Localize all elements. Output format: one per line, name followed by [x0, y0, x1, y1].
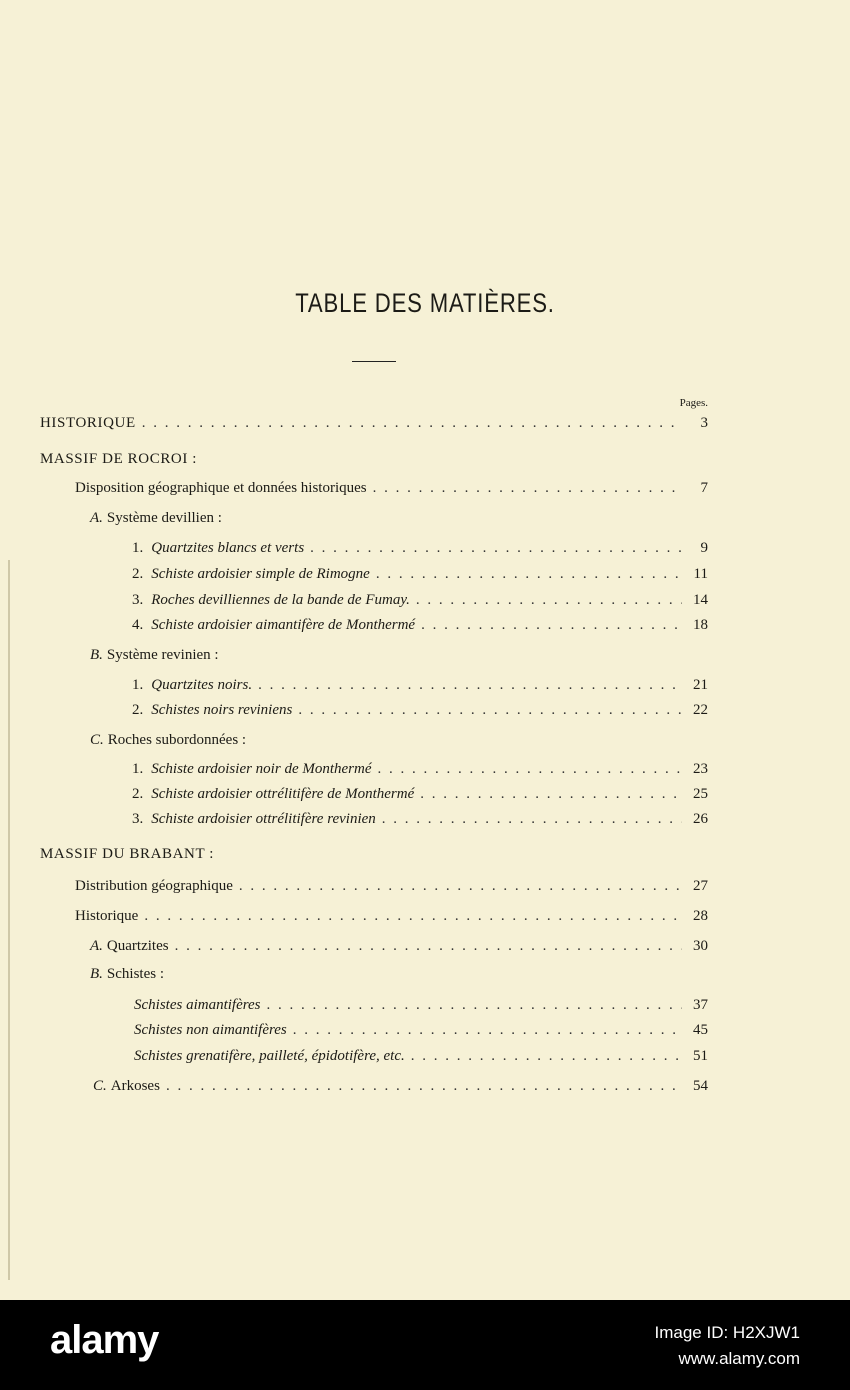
leader-dots [293, 1022, 682, 1039]
toc-entry [132, 566, 708, 583]
toc-entry [90, 938, 708, 955]
toc-entry [75, 908, 708, 925]
toc-page-number: 25 [693, 786, 708, 802]
toc-entry [132, 540, 708, 557]
image-id-text: Image ID: H2XJW1 [654, 1323, 800, 1342]
toc-entry-label: Schiste ardoisier simple de Rimogne [151, 566, 370, 582]
toc-entry-label: Schiste ardoisier ottrélitifère de Monthermé [151, 786, 415, 802]
toc-page-number: 51 [693, 1048, 708, 1064]
toc-entry-label: Schistes non aimantifères [134, 1022, 287, 1038]
item-number: 1. [132, 761, 144, 777]
leader-dots [378, 761, 683, 778]
toc-entry-label: Disposition géographique et données historiques [75, 480, 367, 496]
toc-page-number: 28 [693, 908, 708, 924]
subsection-text: Système revinien : [106, 647, 219, 663]
subsection-letter: B. [90, 647, 103, 663]
subsection-letter: C. [93, 1078, 107, 1094]
leader-dots [420, 786, 682, 803]
item-number: 2. [132, 786, 144, 802]
item-number: 2. [132, 566, 144, 582]
leader-dots [298, 702, 682, 719]
toc-entry [132, 702, 708, 719]
title-rule [352, 361, 396, 362]
site-url-text: www.alamy.com [678, 1349, 800, 1368]
leader-dots [166, 1078, 682, 1095]
toc-entry-label: Schiste ardoisier noir de Monthermé [151, 761, 372, 777]
toc-entry-label: Schistes noirs reviniens [151, 702, 293, 718]
toc-page-number: 54 [693, 1078, 708, 1094]
leader-dots [144, 908, 682, 925]
toc-page-number: 30 [693, 938, 708, 954]
leader-dots [142, 415, 682, 432]
subsection-text: Schistes : [106, 966, 165, 982]
toc-page-number: 23 [693, 761, 708, 777]
toc-entry [132, 592, 708, 609]
toc-entry-label: Historique [75, 908, 139, 924]
toc-entry [40, 415, 708, 432]
item-number: 1. [132, 540, 144, 556]
toc-entry-label: Roches devilliennes de la bande de Fumay. [151, 592, 410, 608]
subsection-heading [90, 647, 219, 664]
toc-entry [134, 1048, 708, 1065]
leader-dots [382, 811, 682, 828]
page-edge [8, 560, 10, 1280]
leader-dots [310, 540, 682, 557]
item-number: 3. [132, 592, 144, 608]
toc-page-number: 11 [693, 566, 708, 582]
leader-dots [239, 878, 682, 895]
section-heading: MASSIF DE ROCROI : [40, 451, 198, 467]
pages-column-label: Pages. [679, 397, 708, 409]
toc-entry-label: Schistes aimantifères [134, 997, 261, 1013]
toc-page-number: 14 [693, 592, 708, 608]
subsection-heading [90, 732, 246, 749]
document-title: TABLE DES MATIÈRES. [295, 288, 555, 318]
item-number: 3. [132, 811, 144, 827]
toc-entry-label: Quartzites blancs et verts [151, 540, 305, 556]
toc-page-number: 27 [693, 878, 708, 894]
toc-entry-label: Quartzites [106, 938, 169, 954]
toc-entry [132, 617, 708, 634]
toc-entry [134, 1022, 708, 1039]
toc-entry [132, 677, 708, 694]
alamy-logo: alamy [50, 1318, 159, 1362]
leader-dots [416, 592, 682, 609]
toc-page-number: 7 [700, 480, 708, 496]
toc-entry-label: Schistes grenatifère, pailleté, épidotifère, etc. [134, 1048, 405, 1064]
item-number: 2. [132, 702, 144, 718]
toc-entry-label: Schiste ardoisier ottrélitifère revinien [151, 811, 376, 827]
toc-page-number: 45 [693, 1022, 708, 1038]
toc-entry-label: Schiste ardoisier aimantifère de Monthermé [151, 617, 416, 633]
toc-page-number: 21 [693, 677, 708, 693]
toc-entry [75, 480, 708, 497]
toc-page-number: 9 [700, 540, 708, 556]
subsection-heading [90, 966, 164, 983]
toc-page-number: 3 [700, 415, 708, 431]
section-heading: MASSIF DU BRABANT : [40, 846, 215, 862]
toc-entry [132, 811, 708, 828]
toc-entry [132, 761, 708, 778]
subsection-text: Roches subordonnées : [107, 732, 247, 748]
subsection-letter: B. [90, 966, 103, 982]
leader-dots [175, 938, 682, 955]
image-info [655, 1320, 801, 1372]
toc-entry [132, 786, 708, 803]
subsection-letter: C. [90, 732, 104, 748]
leader-dots [258, 677, 682, 694]
leader-dots [373, 480, 682, 497]
toc-entry [93, 1078, 708, 1095]
toc-entry [75, 878, 708, 895]
toc-page-number: 26 [693, 811, 708, 827]
toc-page-number: 22 [693, 702, 708, 718]
leader-dots [411, 1048, 682, 1065]
item-number: 4. [132, 617, 144, 633]
subsection-letter: A. [90, 510, 103, 526]
toc-entry-label: Distribution géographique [75, 878, 233, 894]
subsection-letter: A. [90, 938, 103, 954]
subsection-text: Système devillien : [106, 510, 222, 526]
subsection-heading [90, 510, 222, 527]
toc-entry [134, 997, 708, 1014]
leader-dots [376, 566, 682, 583]
toc-entry-label: Quartzites noirs. [151, 677, 253, 693]
toc-entry-label: HISTORIQUE [40, 415, 136, 431]
item-number: 1. [132, 677, 144, 693]
toc-entry-label: Arkoses [110, 1078, 160, 1094]
leader-dots [267, 997, 682, 1014]
leader-dots [421, 617, 682, 634]
toc-page-number: 37 [693, 997, 708, 1013]
toc-page-number: 18 [693, 617, 708, 633]
